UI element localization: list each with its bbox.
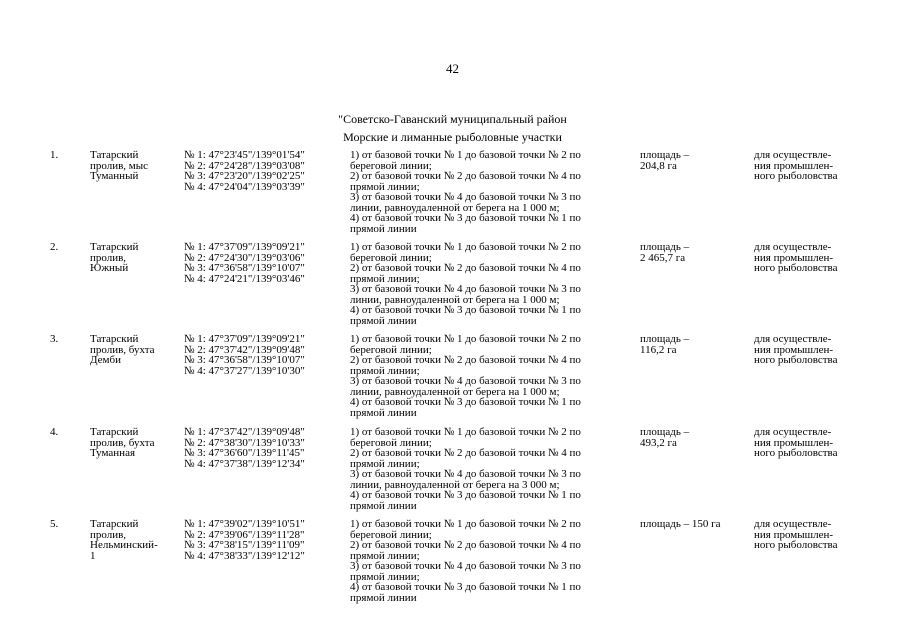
boundary-description: 1) от базовой точки № 1 до базовой точки № 2 по береговой линии; 2) от базовой точки № 2 до базовой точки № 4 по прямой линии; 3) от базовой точки № 4 до базовой точки № 3 по линии, равноудаленной от берега на 1 000 м; 4) от базовой точки № 3 до базовой точки № 1 по прямой линии [350,333,581,419]
site-area: площадь – 116,2 га [640,333,690,356]
site-name: Татарский пролив, бухта Демби [90,333,155,366]
site-name: Татарский пролив, мыс Туманный [90,149,149,182]
row-number: 1. [50,149,59,161]
base-point-coordinates: № 1: 47°37'42"/139°09'48" № 2: 47°38'30"/139°10'33" № 3: 47°36'60"/139°11'45" № 4: 47°37'38"/139°12'34" [184,426,305,470]
base-point-coordinates: № 1: 47°39'02"/139°10'51" № 2: 47°39'06"/139°11'28" № 3: 47°38'15"/139°11'09" № 4: 47°38'33"/139°12'12" [184,518,305,562]
row-number: 2. [50,241,59,253]
row-number: 5. [50,518,59,530]
base-point-coordinates: № 1: 47°37'09"/139°09'21" № 2: 47°24'30"/139°03'06" № 3: 47°36'58"/139°10'07" № 4: 47°24'21"/139°03'46" [184,241,305,285]
boundary-description: 1) от базовой точки № 1 до базовой точки № 2 по береговой линии; 2) от базовой точки № 2 до базовой точки № 4 по прямой линии; 3) от базовой точки № 4 до базовой точки № 3 по линии, равноудаленной от берега на 1 000 м; 4) от базовой точки № 3 до базовой точки № 1 по прямой линии [350,241,581,327]
site-area: площадь – 493,2 га [640,426,690,449]
table-row [0,519,905,611]
site-purpose: для осуществле- ния промышлен- ного рыболовства [754,149,838,182]
section-heading: Морские и лиманные рыболовные участки [343,130,562,144]
base-point-coordinates: № 1: 47°37'09"/139°09'21" № 2: 47°37'42"/139°09'48" № 3: 47°36'58"/139°10'07" № 4: 47°37'27"/139°10'30" [184,333,305,377]
site-purpose: для осуществле- ния промышлен- ного рыболовства [754,333,838,366]
site-name: Татарский пролив, Южный [90,241,139,274]
row-number: 4. [50,426,59,438]
boundary-description: 1) от базовой точки № 1 до базовой точки № 2 по береговой линии; 2) от базовой точки № 2 до базовой точки № 4 по прямой линии; 3) от базовой точки № 4 до базовой точки № 3 по линии, равноудаленной от берега на 1 000 м; 4) от базовой точки № 3 до базовой точки № 1 по прямой линии [350,149,581,235]
table-row [0,427,905,519]
row-number: 3. [50,333,59,345]
site-area: площадь – 150 га [640,518,721,530]
boundary-description: 1) от базовой точки № 1 до базовой точки № 2 по береговой линии; 2) от базовой точки № 2 до базовой точки № 4 по прямой линии; 3) от базовой точки № 4 до базовой точки № 3 по линии, равноудаленной от берега на 3 000 м; 4) от базовой точки № 3 до базовой точки № 1 по прямой линии [350,426,581,512]
table-row [0,242,905,334]
site-name: Татарский пролив, Нельминский- 1 [90,518,158,562]
region-heading: "Советско-Гаванский муниципальный район [338,112,567,126]
table-row [0,150,905,242]
site-purpose: для осуществле- ния промышлен- ного рыболовства [754,241,838,274]
boundary-description: 1) от базовой точки № 1 до базовой точки № 2 по береговой линии; 2) от базовой точки № 2 до базовой точки № 4 по прямой линии; 3) от базовой точки № 4 до базовой точки № 3 по прямой линии; 4) от базовой точки № 3 до базовой точки № 1 по прямой линии [350,518,581,604]
site-name: Татарский пролив, бухта Туманная [90,426,155,459]
site-purpose: для осуществле- ния промышлен- ного рыболовства [754,426,838,459]
site-area: площадь – 204,8 га [640,149,690,172]
base-point-coordinates: № 1: 47°23'45"/139°01'54" № 2: 47°24'28"/139°03'08" № 3: 47°23'20"/139°02'25" № 4: 47°24'04"/139°03'39" [184,149,305,193]
site-area: площадь – 2 465,7 га [640,241,690,264]
page-number: 42 [446,61,459,76]
table-row [0,334,905,426]
site-purpose: для осуществле- ния промышлен- ного рыболовства [754,518,838,551]
